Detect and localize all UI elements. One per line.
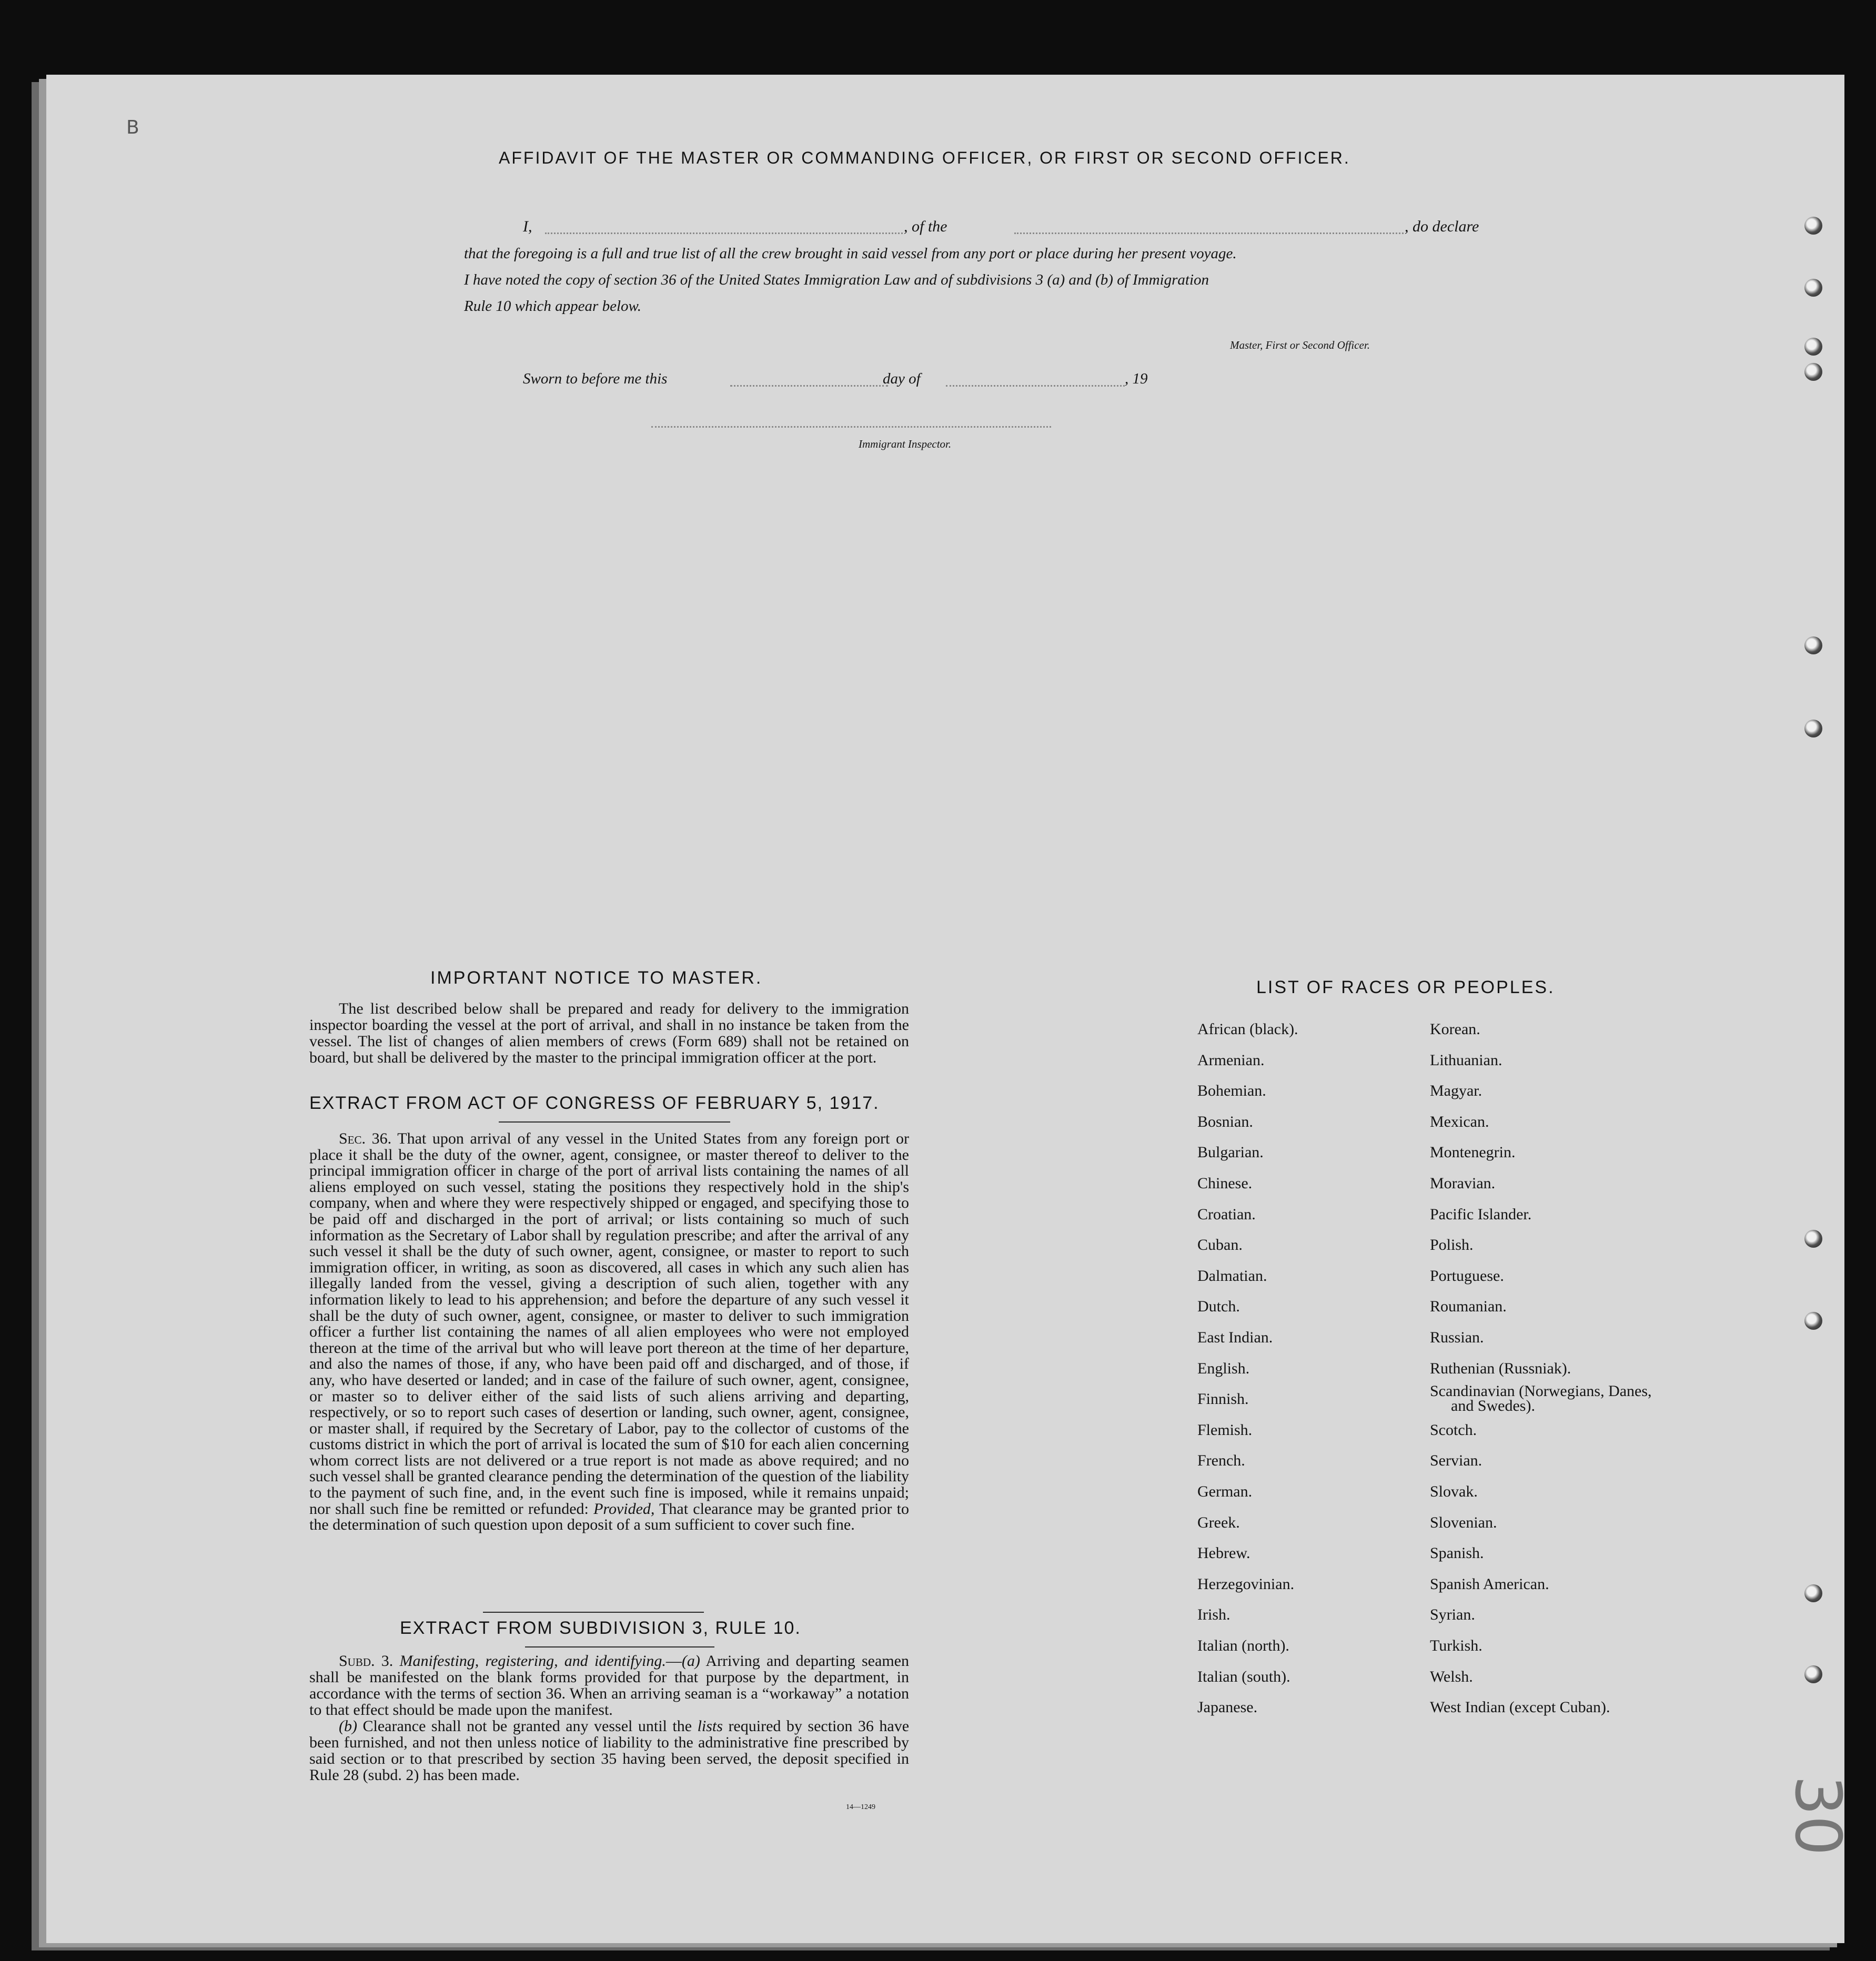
notice-title: IMPORTANT NOTICE TO MASTER. xyxy=(430,968,763,988)
affidavit-line1-declare: , do declare xyxy=(1405,218,1479,235)
para-a-text: Arriving and departing seamen shall be manifested on the blank forms provided for that purpose by the department, in accordance with the terms of section 36. When an arriving seaman is a “workaway” a notation to that effect should be made upon the manifest. xyxy=(309,1652,909,1719)
form-number: 14—1249 xyxy=(846,1803,875,1811)
races-title: LIST OF RACES OR PEOPLES. xyxy=(1256,977,1555,997)
race-item: Dalmatian. xyxy=(1197,1267,1267,1285)
race-item: Croatian. xyxy=(1197,1206,1256,1223)
day-of-label: day of xyxy=(883,370,921,387)
race-item: Spanish American. xyxy=(1430,1575,1549,1593)
race-item: Italian (north). xyxy=(1197,1637,1289,1654)
race-item: Polish. xyxy=(1430,1236,1474,1254)
year-label: , 19 xyxy=(1125,370,1148,387)
section-36-text-end: That clearance may be granted prior to the determination of such question upon deposit of a sum sufficient to cover such fine. xyxy=(309,1500,910,1534)
page-number-mark: 30 xyxy=(1780,1775,1854,1856)
race-item: Mexican. xyxy=(1430,1113,1489,1130)
binder-hole-icon xyxy=(1804,636,1822,654)
affidavit-line1-of-the: , of the xyxy=(904,218,947,235)
affidavit-line1-i: I, xyxy=(523,218,532,235)
month-blank-line xyxy=(946,385,1125,387)
extract-act-body xyxy=(309,1131,909,1533)
race-item: Dutch. xyxy=(1197,1298,1240,1315)
para-b-text-1: Clearance shall not be granted any vessel until the xyxy=(362,1717,692,1735)
document-page xyxy=(46,75,1854,1943)
race-item: Irish. xyxy=(1197,1606,1231,1623)
notice-body xyxy=(309,1000,909,1066)
affidavit-line2: that the foregoing is a full and true list of all the crew brought in said vessel from any port or place during her present voyage. xyxy=(464,245,1237,262)
race-item: Bohemian. xyxy=(1197,1082,1266,1099)
race-item: Scotch. xyxy=(1430,1421,1477,1439)
race-item: Hebrew. xyxy=(1197,1544,1250,1562)
extract-rule-title: EXTRACT FROM SUBDIVISION 3, RULE 10. xyxy=(400,1618,801,1638)
affidavit-line4: Rule 10 which appear below. xyxy=(464,298,641,315)
race-item: Finnish. xyxy=(1197,1390,1249,1408)
race-item: Portuguese. xyxy=(1430,1267,1504,1285)
subd-heading: Manifesting, registering, and identifying. xyxy=(399,1652,666,1670)
race-item: Herzegovinian. xyxy=(1197,1575,1295,1593)
section-36-text: That upon arrival of any vessel in the United States from any foreign port or place it shall be the duty of the owner, agent, consignee, or master thereof to deliver to the principal immigration officer in charge of the port of arrival lists containing the names of all aliens employed on such vessel, stating the positions they respectively hold in the ship's company, when and where they were respectively shipped or engaged, and specifying those to be paid off and discharged in the port of arrival; or lists containing so much of such information as the Secretary of Labor shall by regulation prescribe; and after the arrival of any such vessel it shall be the duty of such owner, agent, consignee, or master to report to such immigration officer, in writing, as soon as discovered, all cases in which any such alien has illegally landed from the vessel, giving a description of such alien, together with any information likely to lead to his apprehension; and before the departure of any such vessel it shall be the duty of such owner, agent, consignee, or master to deliver to such immigration officer a further list containing the names of all alien employees who were not employed thereon at the time of the arrival but who will leave port thereon at the time of her departure, and also the names of those, if any, who have been paid off and discharged, and of those, if any, who have deserted or landed; and in case of the failure of such owner, agent, consignee, or master so to deliver either of the said lists of such aliens arriving and departing, respectively, or so to report such cases of desertion or landing, such owner, agent, consignee, or master shall, if required by the Secretary of Labor, pay to the collector of customs of the customs district in which the port of arrival is located the sum of $10 for each alien concerning whom correct lists are not delivered or a true report is not made as above required; and no such vessel shall be granted clearance pending the determination of the question of the liability to the payment of such fine, and, in the event such fine is imposed, while it remains unpaid; nor shall such fine be remitted or refunded: xyxy=(309,1130,909,1518)
binder-hole-icon xyxy=(1804,720,1822,737)
extract-rule-underline xyxy=(525,1646,714,1647)
extract-rule-body: Subd. 3. Manifesting, registering, and identifying.—(a) Arriving and departing seamen shall be manifested on the blank forms provided for that purpose by the department, in accordance with the terms of section 36. When an arriving seaman is a “workaway” a notation to that effect should be made upon the manifest. (b) Clearance shall not be granted any vessel until the lists required by section 36 have been furnished, and not then unless notice of liability to the administrative fine prescribed by said section or to that prescribed by section 35 having been served, the deposit specified in Rule 28 (subd. 2) has been made. xyxy=(309,1652,910,1784)
race-item: Bulgarian. xyxy=(1197,1144,1264,1161)
sworn-day-blank-line xyxy=(730,385,888,387)
extract-rule-top-rule xyxy=(483,1612,704,1613)
race-item: West Indian (except Cuban). xyxy=(1430,1699,1610,1716)
race-item: Welsh. xyxy=(1430,1668,1473,1685)
para-a-label: (a) xyxy=(681,1652,700,1670)
race-item: Moravian. xyxy=(1430,1175,1496,1192)
race-item: Turkish. xyxy=(1430,1637,1482,1654)
provided-word: Provided, xyxy=(593,1500,655,1518)
race-item: Cuban. xyxy=(1197,1236,1243,1254)
binder-hole-icon xyxy=(1804,279,1822,297)
race-item: Syrian. xyxy=(1430,1606,1475,1623)
binder-hole-icon xyxy=(1804,1665,1822,1683)
signature-caption: Master, First or Second Officer. xyxy=(1230,339,1370,351)
para-b-lists-word: lists xyxy=(697,1717,723,1735)
binder-hole-icon xyxy=(1804,217,1822,235)
race-item: Armenian. xyxy=(1197,1052,1265,1069)
para-b-text-2: required by section 36 have been furnished, and not then unless notice of liability to the administrative fine prescribed by said section or to that prescribed by section 35 having been served, the deposit specified in Rule 28 (subd. 2) has been made. xyxy=(309,1717,910,1784)
inspector-caption: Immigrant Inspector. xyxy=(859,438,952,450)
race-item: Russian. xyxy=(1430,1329,1484,1346)
subd-label: Subd. 3. xyxy=(339,1652,394,1670)
race-item: Ruthenian (Russniak). xyxy=(1430,1360,1571,1377)
affidavit-title: AFFIDAVIT OF THE MASTER OR COMMANDING OFFICER, OR FIRST OR SECOND OFFICER. xyxy=(499,148,1350,167)
race-item: Magyar. xyxy=(1430,1082,1482,1099)
para-b-label: (b) xyxy=(339,1717,357,1735)
vessel-blank-line xyxy=(1014,233,1404,234)
race-item: Korean. xyxy=(1430,1020,1480,1038)
race-item: Spanish. xyxy=(1430,1544,1484,1562)
race-item: Chinese. xyxy=(1197,1175,1253,1192)
notice-paragraph: The list described below shall be prepared and ready for delivery to the immigration inspector boarding the vessel at the port of arrival, and shall in no instance be taken from the vessel. The list of changes of alien members of crews (Form 689) shall not be retained on board, but shall be delivered by the master to the principal immigration officer at the port. xyxy=(309,1000,909,1066)
race-item: Greek. xyxy=(1197,1514,1240,1531)
race-item: Bosnian. xyxy=(1197,1113,1253,1130)
race-item: Scandinavian (Norwegians, Danes, and Swedes). xyxy=(1430,1382,1652,1414)
binder-hole-icon xyxy=(1804,363,1822,381)
race-item: English. xyxy=(1197,1360,1250,1377)
race-item: Roumanian. xyxy=(1430,1298,1507,1315)
race-item: Japanese. xyxy=(1197,1699,1258,1716)
race-item: Slovenian. xyxy=(1430,1514,1497,1531)
corner-letter-mark: B xyxy=(126,117,139,138)
section-label: Sec. 36. xyxy=(339,1130,392,1147)
extract-act-title: EXTRACT FROM ACT OF CONGRESS OF FEBRUARY 5, 1917. xyxy=(309,1093,880,1113)
binder-hole-icon xyxy=(1804,1584,1822,1602)
race-item: Montenegrin. xyxy=(1430,1144,1516,1161)
affidavit-line3: I have noted the copy of section 36 of the United States Immigration Law and of subdivisions 3 (a) and (b) of Immigration xyxy=(464,271,1209,288)
binder-hole-icon xyxy=(1804,1230,1822,1248)
binder-hole-icon xyxy=(1804,1312,1822,1330)
name-blank-line xyxy=(545,233,903,234)
race-item: French. xyxy=(1197,1452,1245,1469)
inspector-signature-line xyxy=(651,426,1051,428)
sworn-label: Sworn to before me this xyxy=(523,370,668,387)
race-item: Servian. xyxy=(1430,1452,1482,1469)
race-item: Italian (south). xyxy=(1197,1668,1290,1685)
race-item: East Indian. xyxy=(1197,1329,1273,1346)
extract-act-rule xyxy=(499,1121,730,1123)
race-item: African (black). xyxy=(1197,1020,1298,1038)
race-item: Flemish. xyxy=(1197,1421,1253,1439)
race-item: Pacific Islander. xyxy=(1430,1206,1532,1223)
race-item: Slovak. xyxy=(1430,1483,1478,1500)
binder-hole-icon xyxy=(1804,338,1822,356)
race-item: Lithuanian. xyxy=(1430,1052,1502,1069)
race-item: German. xyxy=(1197,1483,1253,1500)
